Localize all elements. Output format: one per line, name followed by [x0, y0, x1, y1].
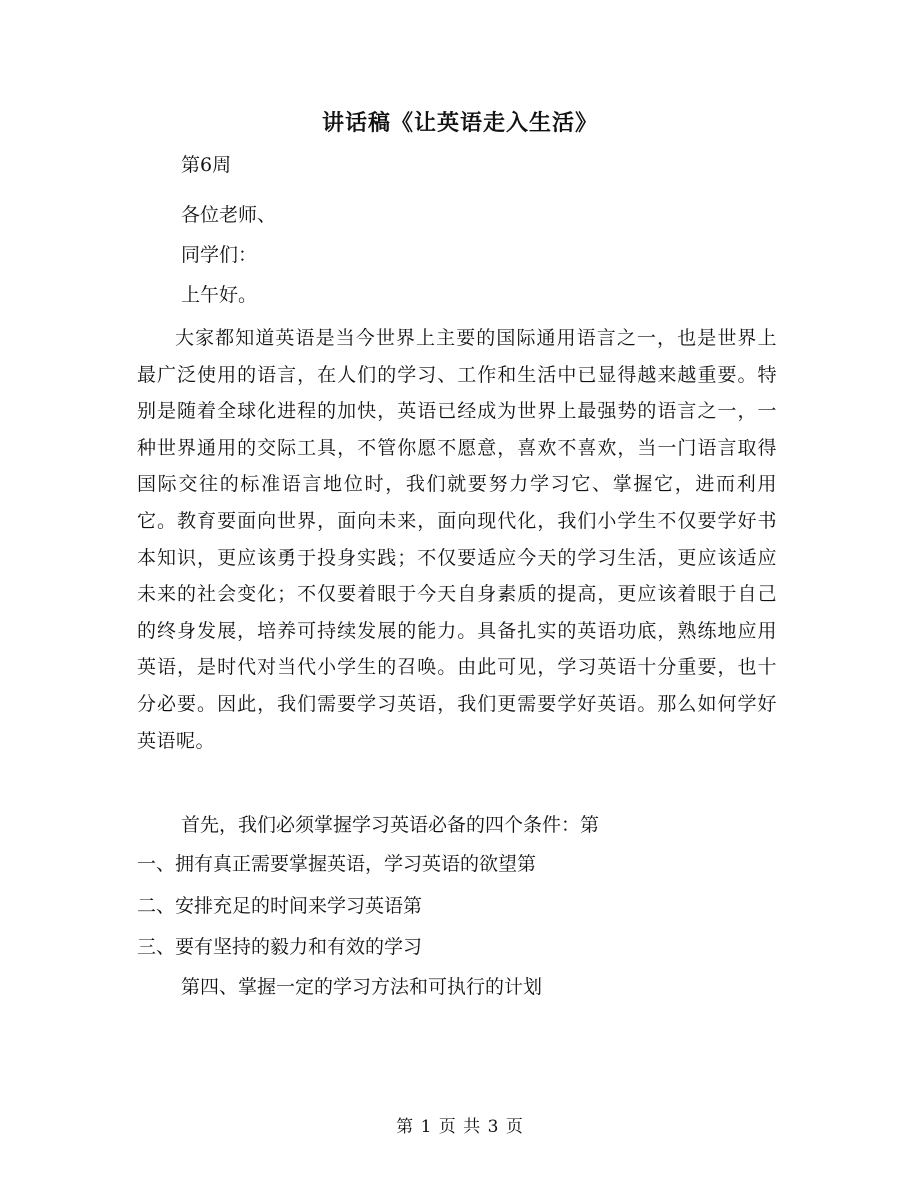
conditions-intro: 首先，我们必须掌握学习英语必备的四个条件：第: [181, 814, 600, 836]
condition-3: 三、要有坚持的毅力和有效的学习: [137, 936, 423, 958]
greeting-teachers: 各位老师、: [181, 204, 277, 226]
greeting-morning: 上午好。: [181, 284, 258, 306]
condition-1: 一、拥有真正需要掌握英语，学习英语的欲望第: [137, 853, 537, 875]
condition-2: 二、安排充足的时间来学习英语第: [137, 895, 423, 917]
intro-paragraph: 大家都知道英语是当今世界上主要的国际通用语言之一，也是世界上最广泛使用的语言，在人们的学习、工作和生活中已显得越来越重要。特别是随着全球化进程的加快，英语已经成为世界上最强势的语言之一，一种世界通用的交际工具，不管你愿不愿意，喜欢不喜欢，当一门语言取得国际交往的标准语言地位时，我们就要努力学习它、掌握它，进而利用它。教育要面向世界，面向未来，面向现代化，我们小学生不仅要学好书本知识，更应该勇于投身实践；不仅要适应今天的学习生活，更应该适应未来的社会变化；不仅要着眼于今天自身素质的提高，更应该着眼于自己的终身发展，培养可持续发展的能力。具备扎实的英语功底，熟练地应用英语，是时代对当代小学生的召唤。由此可见，学习英语十分重要，也十分必要。因此，我们需要学习英语，我们更需要学好英语。那么如何学好英语呢。: [137, 327, 777, 752]
document-title: 讲话稿《让英语走入生活》: [321, 110, 598, 136]
week-label: 第6周: [181, 154, 232, 176]
greeting-students: 同学们：: [181, 244, 258, 266]
page-number-footer: 第 1 页 共 3 页: [396, 1117, 524, 1137]
condition-4: 第四、掌握一定的学习方法和可执行的计划: [181, 976, 543, 998]
